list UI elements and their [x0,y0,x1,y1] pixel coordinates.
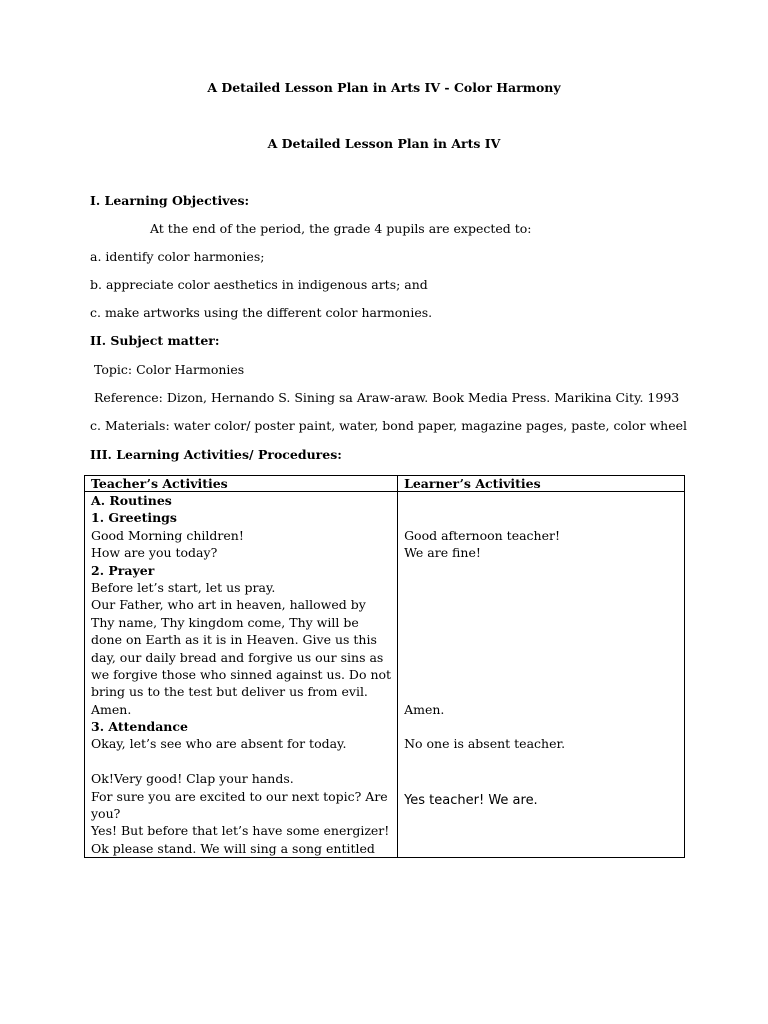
activities-table [84,475,685,858]
objectives-intro: At the end of the period, the grade 4 pupils are expected to: [150,221,532,236]
learner-line: No one is absent teacher. [404,736,566,752]
topic-line: Topic: Color Harmonies [94,362,245,377]
table-header-row [85,476,685,492]
teacher-line: Yes! But before that let’s have some energizer! [91,823,390,839]
learner-line: Good afternoon teacher! [404,527,560,543]
teacher-line: How are you today? [91,545,218,561]
reference-line: Reference: Dizon, Hernando S. Sining sa Araw-araw. Book Media Press. Marikina City. 1993 [94,390,680,405]
teacher-line: Amen. [91,701,132,717]
learner-line: Yes teacher! We are. [404,792,538,808]
teacher-line: Before let’s start, let us pray. [91,579,276,595]
teacher-line: 1. Greetings [91,510,177,526]
teacher-column-header: Teacher’s Activities [85,476,398,492]
teacher-line: Ok!Very good! Clap your hands. [91,771,294,787]
learner-line: Amen. [404,701,445,717]
teacher-line: day, our daily bread and forgive us our sins as [91,649,384,665]
materials-line: c. Materials: water color/ poster paint, water, bond paper, magazine pages, paste, color wheel [90,418,687,433]
objective-item: c. make artworks using the different color harmonies. [90,305,433,320]
teacher-line: Okay, let’s see who are absent for today. [91,736,347,752]
teacher-line: 2. Prayer [91,562,155,578]
teacher-line: For sure you are excited to our next topic? Are [91,788,388,804]
teacher-line: A. Routines [91,493,172,508]
teacher-line: you? [91,806,121,822]
teacher-line: we forgive those who sinned against us. Do not [91,666,392,682]
teacher-line [91,753,391,770]
teacher-activities-cell [85,492,398,858]
objective-item: a. identify color harmonies; [90,249,265,264]
teacher-line: Thy name, Thy kingdom come, Thy will be [91,614,359,630]
subject-heading: II. Subject matter: [90,333,220,348]
teacher-line: 3. Attendance [91,719,188,735]
teacher-line: Our Father, who art in heaven, hallowed by [91,597,366,613]
document-subtitle: A Detailed Lesson Plan in Arts IV [267,136,501,151]
teacher-line: bring us to the test but deliver us from evil. [91,684,368,700]
teacher-line: Good Morning children! [91,527,244,543]
learner-column-header: Learner’s Activities [398,476,685,492]
objective-item: b. appreciate color aesthetics in indigenous arts; and [90,277,428,292]
teacher-line: Ok please stand. We will sing a song entitled [91,840,375,856]
document-title: A Detailed Lesson Plan in Arts IV - Color Harmony [207,80,561,95]
activities-heading: III. Learning Activities/ Procedures: [90,447,342,462]
table-row [85,492,685,858]
learner-line: We are fine! [404,545,481,561]
teacher-line: done on Earth as it is in Heaven. Give us this [91,632,377,648]
learner-activities-cell [398,492,685,858]
objectives-heading: I. Learning Objectives: [90,193,250,208]
